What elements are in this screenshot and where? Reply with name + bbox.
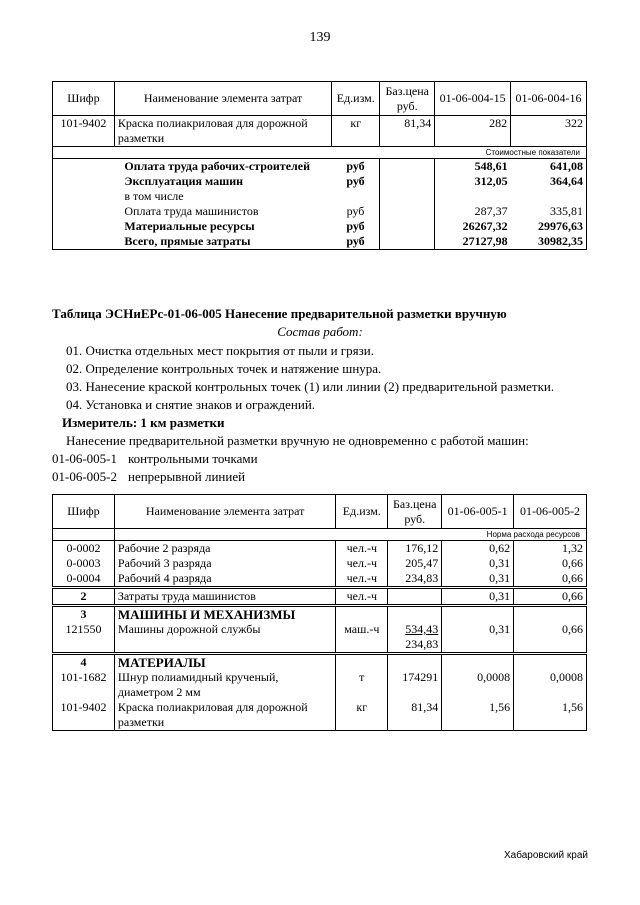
cost-v1: 27127,98 (435, 234, 511, 250)
subheader-row (53, 147, 587, 159)
table-row (53, 204, 587, 219)
row-name: Рабочий 4 разряда (114, 571, 335, 588)
row-v2: 0,66 (514, 588, 587, 606)
row-unit: кг (336, 700, 388, 731)
col-code-header: Шифр (53, 495, 115, 529)
cost-name: в том числе (124, 189, 184, 203)
row-v1: 0,31 (442, 588, 514, 606)
variant-code: 01-06-005-2 (52, 469, 117, 484)
subheader: Норма расхода ресурсов (114, 529, 586, 541)
resource-table (52, 494, 587, 731)
cost-unit: руб (332, 219, 380, 234)
price-line: 234,83 (405, 637, 439, 651)
col-unit-header: Ед.изм. (336, 495, 388, 529)
row-unit: чел.-ч (336, 588, 388, 606)
row-v2: 0,66 (514, 556, 587, 571)
subheader: Стоимостные показатели (53, 147, 587, 159)
cost-unit: руб (332, 174, 380, 189)
section-row (53, 606, 587, 623)
row-code: 0-0002 (53, 541, 115, 557)
variant-text: непрерывной линией (128, 469, 246, 484)
row-unit: чел.-ч (336, 541, 388, 557)
section-row (53, 654, 587, 671)
col-price-header: Баз.цена руб. (388, 495, 442, 529)
work-step: 02. Определение контрольных точек и натяжение шнура. (66, 361, 382, 376)
row-code: 101-9402 (53, 116, 115, 147)
row-v2: 1,32 (514, 541, 587, 557)
meter: Измеритель: 1 км разметки (62, 415, 225, 430)
row-price: 174291 (388, 670, 442, 700)
table-row (53, 670, 587, 700)
cost-name: Материальные ресурсы (124, 219, 255, 233)
variant-code: 01-06-005-1 (52, 451, 117, 466)
composition-heading: Состав работ: (277, 324, 363, 339)
col-v2-header: 01-06-004-16 (511, 82, 587, 116)
col-price-header: Баз.цена руб. (380, 82, 435, 116)
cost-v2: 30982,35 (511, 234, 587, 250)
cost-unit: руб (332, 159, 380, 175)
row-v1: 0,0008 (442, 670, 514, 700)
cost-v2: 335,81 (511, 204, 587, 219)
col-name-header: Наименование элемента затрат (114, 495, 335, 529)
section-title: Таблица ЭСНиЕРс-01-06-005 Нанесение предварительной разметки вручную (52, 306, 507, 321)
description: Нанесение предварительной разметки вручную не одновременно с работой машин: (66, 433, 529, 448)
col-v1-header: 01-06-005-1 (442, 495, 514, 529)
cost-table (52, 81, 587, 250)
row-price (388, 588, 442, 606)
row-price: 81,34 (380, 116, 435, 147)
row-v2: 0,66 (514, 571, 587, 588)
cost-v1: 26267,32 (462, 219, 508, 233)
price-line: 534,43 (405, 622, 439, 636)
row-name: Рабочие 2 разряда (114, 541, 335, 557)
work-step: 04. Установка и снятие знаков и ограждений. (66, 397, 316, 412)
table-row (53, 622, 587, 654)
row-price: 205,47 (388, 556, 442, 571)
row-name: Краска полиакриловая для дорожной разметки (114, 116, 331, 147)
variant-text: контрольными точками (128, 451, 258, 466)
table-row (53, 116, 587, 147)
table-header-row (53, 495, 587, 529)
row-price: 81,34 (388, 700, 442, 731)
cost-unit: руб (332, 204, 380, 219)
row-code: 0-0004 (53, 571, 115, 588)
row-v1: 0,62 (442, 541, 514, 557)
cost-name: Эксплуатация машин (124, 174, 244, 188)
col-name-header: Наименование элемента затрат (114, 82, 331, 116)
table-row (53, 219, 587, 234)
table-row (53, 588, 587, 606)
subheader-row (53, 529, 587, 541)
table-row (53, 189, 587, 204)
row-unit: чел.-ч (336, 556, 388, 571)
table-header-row (53, 82, 587, 116)
cost-v2: 364,64 (511, 174, 587, 189)
cost-v1: 312,05 (474, 174, 508, 188)
cost-v1: 548,61 (474, 159, 508, 173)
row-unit: чел.-ч (336, 571, 388, 588)
row-v2: 322 (511, 116, 587, 147)
cost-unit: руб (332, 234, 380, 250)
cost-name: Оплата труда машинистов (124, 204, 259, 218)
work-step: 03. Нанесение краской контрольных точек (1) или линии (2) предварительной разметки. (66, 379, 555, 394)
cost-v1: 287,37 (474, 204, 508, 218)
row-name: Затраты труда машинистов (114, 588, 335, 606)
row-unit: маш.-ч (336, 622, 388, 654)
table-row (53, 700, 587, 731)
row-v1: 0,31 (442, 556, 514, 571)
table-row (53, 159, 587, 175)
work-step: 01. Очистка отдельных мест покрытия от пыли и грязи. (66, 343, 374, 358)
row-v2: 0,66 (514, 622, 587, 654)
section-title-machines: МАШИНЫ И МЕХАНИЗМЫ (114, 606, 335, 623)
col-unit-header: Ед.изм. (332, 82, 380, 116)
row-name: Краска полиакриловая для дорожной разметки (114, 700, 335, 731)
row-v1: 0,31 (442, 622, 514, 654)
row-v1: 1,56 (442, 700, 514, 731)
row-name: Шнур полиамидный крученый, диаметром 2 мм (114, 670, 335, 700)
col-v2-header: 01-06-005-2 (514, 495, 587, 529)
section-code: 4 (53, 654, 115, 671)
col-code-header: Шифр (53, 82, 115, 116)
footer-region: Хабаровский край (503, 850, 588, 861)
section-title-materials: МАТЕРИАЛЫ (114, 654, 335, 671)
cost-name: Всего, прямые затраты (114, 234, 331, 250)
page-number: 139 (309, 30, 331, 45)
row-v1: 282 (435, 116, 511, 147)
section-code: 3 (53, 606, 115, 623)
row-price: 176,12 (388, 541, 442, 557)
row-code: 101-9402 (53, 700, 115, 731)
row-price (388, 622, 442, 654)
table-row (53, 541, 587, 557)
row-code: 2 (53, 588, 115, 606)
cost-v2: 641,08 (511, 159, 587, 175)
table-row (53, 556, 587, 571)
row-code: 101-1682 (53, 670, 115, 700)
cost-name: Оплата труда рабочих-строителей (124, 159, 310, 173)
row-unit: т (336, 670, 388, 700)
row-unit: кг (332, 116, 380, 147)
table-row (53, 174, 587, 189)
col-v1-header: 01-06-004-15 (435, 82, 511, 116)
row-name: Машины дорожной службы (114, 622, 335, 654)
row-name: Рабочий 3 разряда (114, 556, 335, 571)
row-code: 0-0003 (53, 556, 115, 571)
row-v1: 0,31 (442, 571, 514, 588)
table-row (53, 234, 587, 250)
row-price: 234,83 (388, 571, 442, 588)
table-row (53, 571, 587, 588)
row-v2: 0,0008 (514, 670, 587, 700)
row-code: 121550 (53, 622, 115, 654)
row-v2: 1,56 (514, 700, 587, 731)
cost-v2: 29976,63 (511, 219, 587, 234)
